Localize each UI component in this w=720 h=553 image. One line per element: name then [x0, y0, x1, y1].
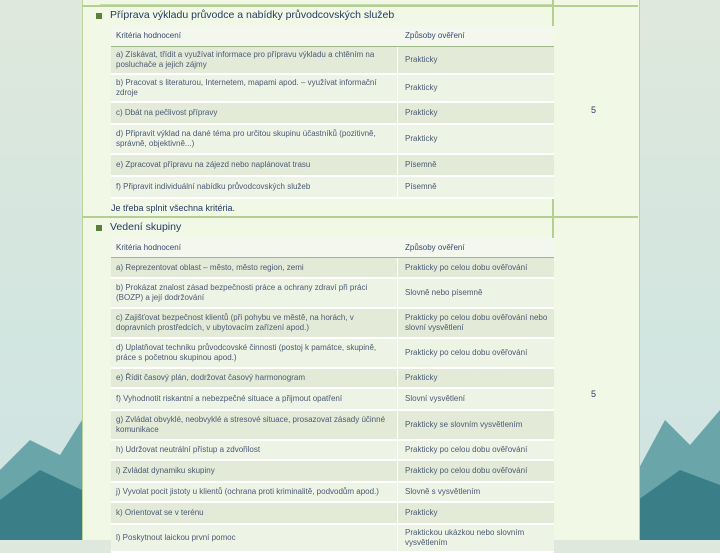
- table-row: [111, 47, 554, 75]
- table-row: [111, 441, 554, 461]
- table-row: [111, 525, 554, 553]
- section-title: Vedení skupiny: [110, 221, 182, 233]
- points-value: 5: [591, 389, 597, 399]
- criteria-cell: e) Zpracovat přípravu na zájezd nebo naplánovat trasu: [116, 160, 311, 169]
- criteria-cell: c) Dbát na pečlivost přípravy: [116, 108, 218, 117]
- method-cell: Slovně nebo písemně: [405, 288, 483, 297]
- table-row: [111, 389, 554, 411]
- method-cell: Prakticky: [405, 508, 438, 517]
- bullet-icon: [96, 225, 102, 231]
- table-row: [111, 309, 554, 339]
- criteria-cell: l) Poskytnout laickou první pomoc: [116, 533, 236, 542]
- table-row: [111, 125, 554, 155]
- criteria-cell: b) Pracovat s literaturou, Internetem, mapami apod. – využívat informační zdroje: [116, 78, 377, 97]
- table-row: [111, 155, 554, 177]
- criteria-cell: f) Vyhodnotit riskantní a nebezpečné situace a přijmout opatření: [116, 394, 343, 403]
- bullet-icon: [96, 13, 102, 19]
- criteria-cell: a) Reprezentovat oblast – město, město region, zemi: [116, 262, 304, 272]
- table-row: [111, 279, 554, 309]
- criteria-cell: i) Zvládat dynamiku skupiny: [116, 466, 215, 475]
- table-row: [111, 461, 554, 483]
- header-methods: Způsoby ověření: [405, 31, 465, 40]
- method-cell: Slovní vysvětlení: [405, 394, 466, 403]
- criteria-cell: j) Vyvolat pocit jistoty u klientů (ochrana proti kriminalitě, podvodům apod.): [116, 487, 379, 496]
- criteria-table: [111, 26, 554, 199]
- table-header: [111, 238, 554, 258]
- points-value: 5: [591, 105, 597, 115]
- table-row: [111, 258, 554, 279]
- table-row: [111, 369, 554, 389]
- method-cell: Prakticky: [405, 55, 438, 64]
- criteria-table: [111, 238, 554, 553]
- method-cell: Prakticky: [405, 134, 438, 143]
- table-row: [111, 503, 554, 525]
- method-cell: Prakticky: [405, 108, 438, 117]
- row-divider-middle: [82, 216, 638, 218]
- table-row: [111, 483, 554, 503]
- method-cell: Prakticky: [405, 83, 438, 92]
- criteria-cell: a) Získávat, třídit a využívat informace pro přípravu výkladu a chtěním na posluchače a jejich zájmy: [116, 50, 375, 69]
- method-cell: Prakticky po celou dobu ověřování nebo slovní vysvětlení: [405, 313, 548, 332]
- method-cell: Prakticky: [405, 373, 438, 382]
- header-criteria: Kritéria hodnocení: [116, 242, 181, 252]
- criteria-cell: d) Připravit výklad na dané téma pro určitou skupinu účastníků (pozitivně, správně, objektivně...): [116, 129, 376, 148]
- criteria-cell: k) Orientovat se v terénu: [116, 508, 204, 517]
- table-row: [111, 75, 554, 103]
- criteria-cell: g) Zvládat obvyklé, neobvyklé a stresové situace, prosazovat zásady účinné komunikace: [116, 415, 386, 434]
- note-text: Je třeba splnit všechna kritéria.: [111, 203, 236, 213]
- method-cell: Písemně: [405, 160, 437, 169]
- criteria-cell: f) Připravit individuální nabídku průvodcovských služeb: [116, 182, 311, 191]
- table-header: [111, 26, 554, 47]
- method-cell: Prakticky po celou dobu ověřování: [405, 262, 528, 272]
- table-row: [111, 411, 554, 441]
- criteria-cell: e) Řídit časový plán, dodržovat časový harmonogram: [116, 373, 305, 382]
- method-cell: Prakticky po celou dobu ověřování: [405, 348, 528, 357]
- criteria-cell: c) Zajišťovat bezpečnost klientů (při pohybu ve městě, na horách, v dopravních prostředcích, v ubytovacím zařízení apod.): [116, 313, 354, 332]
- row-divider-top: [82, 5, 638, 7]
- method-cell: Prakticky po celou dobu ověřování: [405, 466, 528, 475]
- table-row: [111, 339, 554, 369]
- criteria-cell: b) Prokázat znalost zásad bezpečnosti práce a ochrany zdraví při práci (BOZP) a její dodržování: [116, 283, 368, 302]
- table-row: [111, 103, 554, 125]
- method-cell: Písemně: [405, 182, 437, 191]
- method-cell: Prakticky po celou dobu ověřování: [405, 445, 528, 454]
- table-row: [111, 177, 554, 199]
- criteria-cell: h) Udržovat neutrální přístup a zdvořilost: [116, 445, 261, 454]
- method-cell: Slovně s vysvětlením: [405, 487, 481, 496]
- section-title: Příprava výkladu průvodce a nabídky průvodcovských služeb: [110, 9, 395, 21]
- header-criteria: Kritéria hodnocení: [116, 31, 181, 40]
- header-methods: Způsoby ověření: [405, 242, 465, 252]
- method-cell: Praktickou ukázkou nebo slovním vysvětlením: [405, 528, 525, 547]
- criteria-cell: d) Uplatňovat techniku průvodcovské činnosti (postoj k památce, skupině, práce s početnou skupinou apod.): [116, 343, 377, 362]
- method-cell: Prakticky se slovním vysvětlením: [405, 420, 523, 429]
